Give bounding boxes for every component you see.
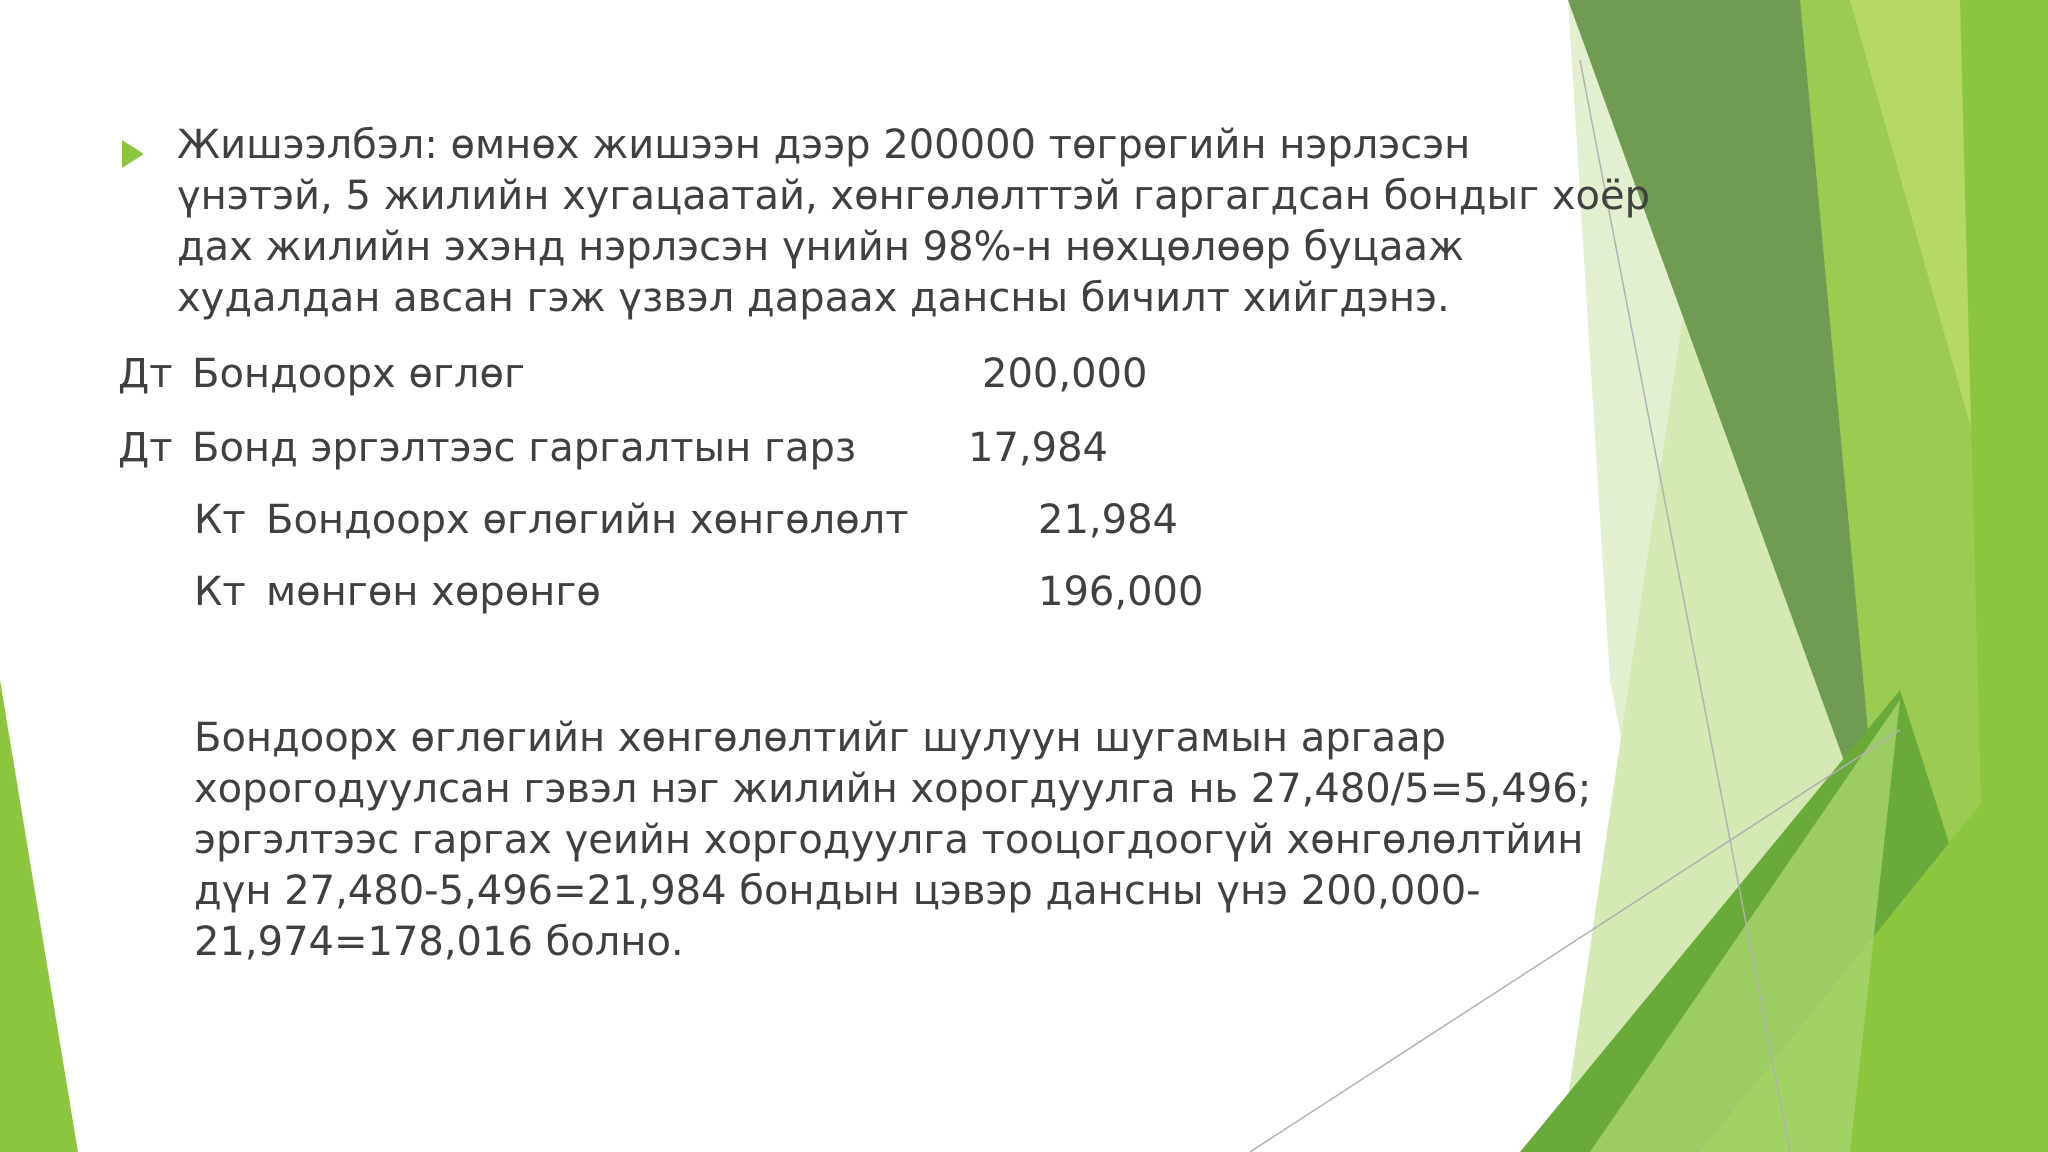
left-green-sliver	[0, 680, 78, 1152]
bullet-line: Жишээлбэл: өмнөх жишээн дээр 200000 төгрөгийн нэрлэсэн	[177, 122, 1471, 168]
entry-amount: 196,000	[1038, 569, 1204, 615]
paragraph-line: 21,974=178,016 болно.	[194, 919, 684, 965]
entry-type: Кт	[194, 497, 246, 543]
bullet-line: дах жилийн эхэнд нэрлэсэн үнийн 98%-н нөхцөлөөр буцааж	[177, 224, 1465, 270]
entry-type: Дт	[118, 351, 173, 397]
entry-account: Бонд эргэлтээс гаргалтын гарз	[192, 425, 857, 471]
bullet-line: үнэтэй, 5 жилийн хугацаатай, хөнгөлөлттэй гаргагдсан бондыг хоёр	[177, 173, 1650, 219]
entry-type: Дт	[118, 425, 173, 471]
entry-amount: 17,984	[968, 425, 1108, 471]
entry-account: Бондоорх өглөгийн хөнгөлөлт	[266, 497, 909, 543]
bullet-text	[177, 120, 1677, 324]
paragraph-line: Бондоорх өглөгийн хөнгөлөлтийг шулуун шугамын аргаар	[194, 715, 1447, 761]
entry-amount: 21,984	[1038, 497, 1178, 543]
paragraph-line: хорогодуулсан гэвэл нэг жилийн хорогдуулга нь 27,480/5=5,496;	[194, 766, 1592, 812]
entry-account: Бондоорх өглөг	[192, 351, 525, 397]
entry-account: мөнгөн хөрөнгө	[266, 569, 601, 615]
paragraph-line: дүн 27,480-5,496=21,984 бондын цэвэр дансны үнэ 200,000-	[194, 868, 1481, 914]
paragraph-line: эргэлтээс гаргах үеийн хоргодуулга тооцогдоогүй хөнгөлөлтйин	[194, 817, 1584, 863]
triangle-bullet-icon	[122, 140, 144, 168]
entry-amount: 200,000	[982, 351, 1148, 397]
explanation-paragraph	[194, 713, 1694, 968]
entry-type: Кт	[194, 569, 246, 615]
bullet-line: худалдан авсан гэж үзвэл дараах дансны бичилт хийгдэнэ.	[177, 275, 1450, 321]
